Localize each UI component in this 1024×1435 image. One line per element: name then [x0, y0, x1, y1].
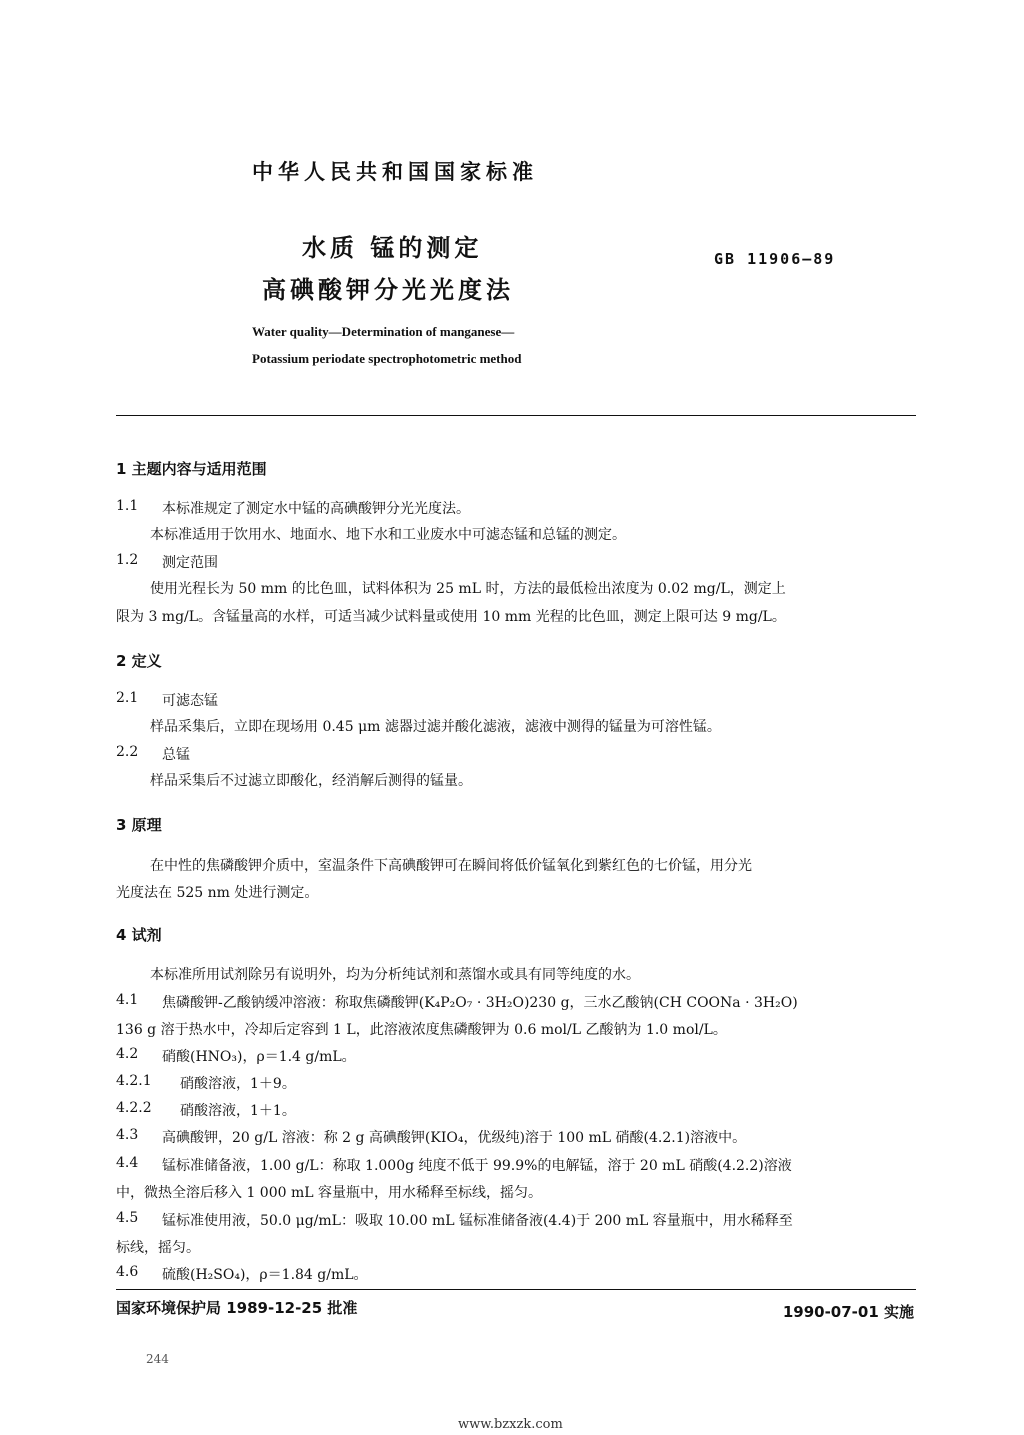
- clause-4-3-number: 4.3: [116, 1127, 139, 1143]
- standard-name: 中华人民共和国国家标准: [252, 160, 538, 184]
- clause-4-1-number: 4.1: [116, 992, 139, 1008]
- clause-4-4-number: 4.4: [116, 1155, 139, 1171]
- clause-2-1-text: 样品采集后，立即在现场用 0.45 μm 滤器过滤并酸化滤液，滤液中测得的锰量为可溶性锰。: [150, 719, 721, 735]
- section-3-text-line-2: 光度法在 525 nm 处进行测定。: [116, 885, 319, 901]
- standard-code: GB 11906—89: [714, 250, 836, 268]
- approval-note: 国家环境保护局 1989-12-25 批准: [116, 1299, 358, 1317]
- clause-4-6-number: 4.6: [116, 1264, 139, 1280]
- clause-4-1-text-line-2: 136 g 溶于热水中，冷却后定容到 1 L，此溶液浓度焦磷酸钾为 0.6 mol/L 乙酸钠为 1.0 mol/L。: [116, 1022, 727, 1038]
- clause-1-1-text: 本标准规定了测定水中锰的高碘酸钾分光光度法。: [162, 501, 470, 517]
- section-4-intro: 本标准所用试剂除另有说明外，均为分析纯试剂和蒸馏水或具有同等纯度的水。: [150, 967, 640, 983]
- clause-1-2-title: 测定范围: [162, 555, 218, 571]
- clause-1-1-scope-text: 本标准适用于饮用水、地面水、地下水和工业废水中可滤态锰和总锰的测定。: [150, 527, 626, 543]
- clause-4-5-number: 4.5: [116, 1210, 139, 1226]
- clause-4-2-2-text: 硝酸溶液，1＋1。: [180, 1103, 296, 1119]
- clause-2-2-title: 总锰: [162, 747, 190, 763]
- clause-4-3-text: 高碘酸钾，20 g/L 溶液：称 2 g 高碘酸钾(KIO₄，优级纯)溶于 100 mL 硝酸(4.2.1)溶液中。: [162, 1130, 747, 1146]
- section-2-heading: 2 定义: [116, 652, 162, 670]
- clause-4-4-text-line-2: 中，微热全溶后移入 1 000 mL 容量瓶中，用水稀释至标线，摇匀。: [116, 1185, 543, 1201]
- section-4-heading: 4 试剂: [116, 926, 162, 944]
- clause-4-2-2-number: 4.2.2: [116, 1100, 152, 1116]
- clause-2-1-number: 2.1: [116, 690, 139, 706]
- clause-1-2-text-line-2: 限为 3 mg/L。含锰量高的水样，可适当减少试料量或使用 10 mm 光程的比色皿，测定上限可达 9 mg/L。: [116, 609, 786, 625]
- header-divider: [116, 415, 916, 416]
- clause-4-5-text-line-2: 标线，摇匀。: [116, 1240, 200, 1256]
- clause-2-1-title: 可滤态锰: [162, 693, 218, 709]
- footer-divider: [116, 1289, 916, 1290]
- implementation-note: 1990-07-01 实施: [782, 1303, 914, 1321]
- website-watermark: www.bzxzk.com: [458, 1417, 563, 1432]
- clause-1-2-number: 1.2: [116, 552, 139, 568]
- clause-4-2-number: 4.2: [116, 1046, 139, 1062]
- section-3-text-line-1: 在中性的焦磷酸钾介质中，室温条件下高碘酸钾可在瞬间将低价锰氧化到紫红色的七价锰，用分光: [150, 858, 752, 874]
- section-3-heading: 3 原理: [116, 816, 162, 834]
- clause-1-2-text-line-1: 使用光程长为 50 mm 的比色皿，试料体积为 25 mL 时，方法的最低检出浓度为 0.02 mg/L，测定上: [150, 581, 786, 597]
- clause-4-2-1-number: 4.2.1: [116, 1073, 152, 1089]
- clause-2-2-number: 2.2: [116, 744, 139, 760]
- title-line-2: 高碘酸钾分光光度法: [262, 276, 514, 304]
- clause-4-6-text: 硫酸(H₂SO₄)，ρ＝1.84 g/mL。: [162, 1267, 368, 1283]
- english-title-line-2: Potassium periodate spectrophotometric method: [252, 351, 522, 366]
- section-1-heading: 1 主题内容与适用范围: [116, 460, 267, 478]
- clause-4-2-1-text: 硝酸溶液，1＋9。: [180, 1076, 296, 1092]
- clause-4-5-text-line-1: 锰标准使用液，50.0 μg/mL：吸取 10.00 mL 锰标准储备液(4.4)于 200 mL 容量瓶中，用水稀释至: [162, 1213, 793, 1229]
- clause-1-1-number: 1.1: [116, 498, 139, 514]
- clause-4-4-text-line-1: 锰标准储备液，1.00 g/L：称取 1.000g 纯度不低于 99.9%的电解锰，溶于 20 mL 硝酸(4.2.2)溶液: [162, 1158, 792, 1174]
- clause-2-2-text: 样品采集后不过滤立即酸化，经消解后测得的锰量。: [150, 773, 472, 789]
- title-line-1: 水质 锰的测定: [302, 234, 483, 262]
- english-title-line-1: Water quality—Determination of manganese—: [252, 324, 515, 339]
- clause-4-1-text-line-1: 焦磷酸钾-乙酸钠缓冲溶液：称取焦磷酸钾(K₄P₂O₇ · 3H₂O)230 g，三水乙酸钠(CH COONa · 3H₂O): [162, 995, 798, 1011]
- clause-4-2-text: 硝酸(HNO₃)，ρ＝1.4 g/mL。: [162, 1049, 356, 1065]
- page-number: 244: [146, 1352, 169, 1366]
